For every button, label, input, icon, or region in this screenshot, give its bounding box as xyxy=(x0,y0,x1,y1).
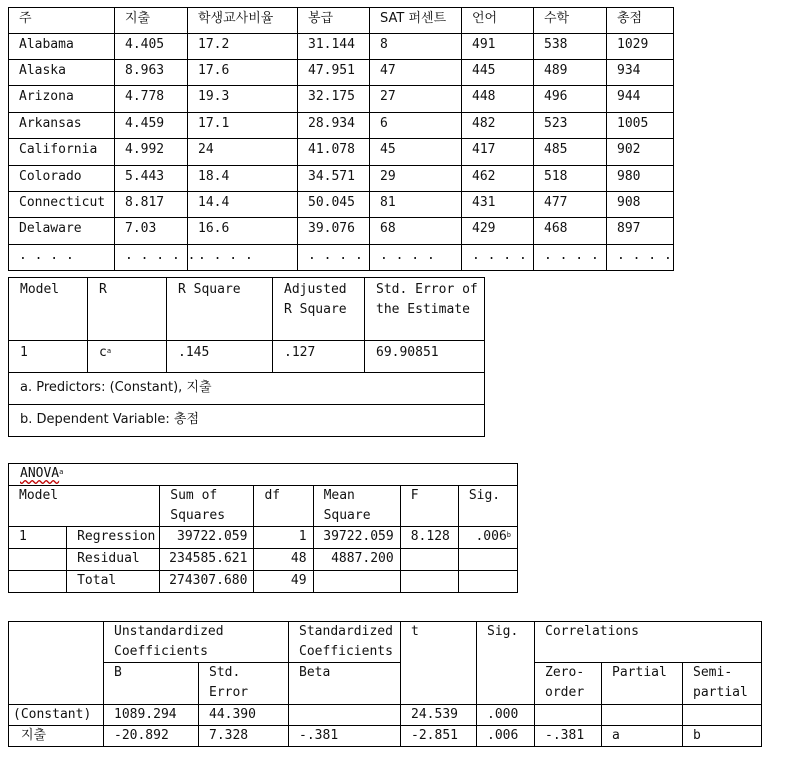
cell: 1029 xyxy=(607,34,674,60)
header-cell: Sig. xyxy=(458,486,517,527)
header-cell: 봉급 xyxy=(298,8,370,34)
cell: 6 xyxy=(370,112,462,138)
cell: 1005 xyxy=(607,112,674,138)
header-cell: 지출 xyxy=(115,8,188,34)
cell: 7.328 xyxy=(199,726,289,747)
table-header-row xyxy=(9,8,674,34)
header-line: Semi- xyxy=(693,665,733,680)
cell: 4.992 xyxy=(115,139,188,165)
cell xyxy=(160,549,254,571)
state-name-cell: California xyxy=(9,139,115,165)
header-cell: 언어 xyxy=(462,8,534,34)
header-cell: 수학 xyxy=(534,8,607,34)
table-row xyxy=(9,549,518,571)
header-cell: B xyxy=(104,663,199,705)
footnote-row xyxy=(9,405,485,437)
table-row xyxy=(9,191,674,217)
cell xyxy=(313,571,400,593)
cell xyxy=(160,527,254,549)
coefficients-table xyxy=(8,621,762,747)
header-cell xyxy=(104,622,289,663)
footnote-row xyxy=(9,373,485,405)
cell: 14.4 xyxy=(188,191,298,217)
cell: 24.539 xyxy=(401,705,477,726)
cell: 1089.294 xyxy=(104,705,199,726)
cell: . . . . . xyxy=(115,244,188,270)
header-cell: 총점 xyxy=(607,8,674,34)
cell: 4.459 xyxy=(115,112,188,138)
cell xyxy=(9,571,67,593)
cell: 41.078 xyxy=(298,139,370,165)
cell: 496 xyxy=(534,86,607,112)
cell: 902 xyxy=(607,139,674,165)
header-line: Coefficients xyxy=(299,644,393,659)
cell xyxy=(683,705,762,726)
cell: 28.934 xyxy=(298,112,370,138)
cell xyxy=(602,705,683,726)
cell: 47 xyxy=(370,60,462,86)
header-cell xyxy=(9,622,104,705)
cell-value: 1 xyxy=(19,529,27,544)
cell: 45 xyxy=(370,139,462,165)
row-label: (Constant) xyxy=(9,705,104,726)
cell: 16.6 xyxy=(188,218,298,244)
header-cell: 학생교사비율 xyxy=(188,8,298,34)
cell xyxy=(400,571,458,593)
header-cell: Partial xyxy=(602,663,683,705)
cell xyxy=(400,549,458,571)
header-line: Error xyxy=(209,685,249,700)
cell: 69.90851 xyxy=(365,341,485,373)
header-line: Square xyxy=(323,508,371,523)
cell: -.381 xyxy=(535,726,602,747)
cell: 44.390 xyxy=(199,705,289,726)
header-line: order xyxy=(545,685,585,700)
cell xyxy=(88,341,167,373)
table-row xyxy=(9,244,674,270)
cell xyxy=(535,705,602,726)
header-cell: F xyxy=(400,486,458,527)
cell: 32.175 xyxy=(298,86,370,112)
cell: 417 xyxy=(462,139,534,165)
cell-value: 4887.200 xyxy=(331,551,394,566)
cell xyxy=(458,549,517,571)
cell-value: 48 xyxy=(290,551,307,566)
header-line: Sum of xyxy=(170,488,218,503)
cell: .006 xyxy=(477,726,535,747)
state-name-cell: . . . . xyxy=(9,244,115,270)
footnote-marker: a xyxy=(59,468,64,476)
cell: 18.4 xyxy=(188,165,298,191)
source-cell xyxy=(67,571,160,593)
cell xyxy=(9,549,67,571)
cell: 5.443 xyxy=(115,165,188,191)
header-line: Mean xyxy=(323,488,355,503)
header-cell xyxy=(160,486,254,527)
cell: 980 xyxy=(607,165,674,191)
footnote-marker: a xyxy=(106,347,112,355)
table-row xyxy=(9,705,762,726)
cell: 39.076 xyxy=(298,218,370,244)
row-label: 지출 xyxy=(9,726,104,747)
cell xyxy=(400,527,458,549)
table-row xyxy=(9,86,674,112)
cell: 477 xyxy=(534,191,607,217)
header-cell xyxy=(199,663,289,705)
cell: 518 xyxy=(534,165,607,191)
cell xyxy=(458,527,517,549)
header-line: Zero- xyxy=(545,665,585,680)
cell: .000 xyxy=(477,705,535,726)
cell: 24 xyxy=(188,139,298,165)
cell: -20.892 xyxy=(104,726,199,747)
cell xyxy=(254,527,313,549)
header-cell: t xyxy=(401,622,477,705)
table-row xyxy=(9,571,518,593)
model-summary-table xyxy=(8,277,485,437)
cell: 431 xyxy=(462,191,534,217)
state-name-cell: Connecticut xyxy=(9,191,115,217)
header-cell: 주 xyxy=(9,8,115,34)
anova-title-text: ANOVA xyxy=(20,466,60,481)
header-line: Adjusted xyxy=(284,282,347,297)
cell: 34.571 xyxy=(298,165,370,191)
cell xyxy=(254,549,313,571)
cell: 17.6 xyxy=(188,60,298,86)
cell: 1 xyxy=(9,341,88,373)
cell xyxy=(289,705,401,726)
anova-title-row xyxy=(9,464,518,486)
table-row xyxy=(9,726,762,747)
cell: 8.963 xyxy=(115,60,188,86)
header-cell: df xyxy=(254,486,313,527)
anova-table xyxy=(8,463,518,593)
cell: 29 xyxy=(370,165,462,191)
cell xyxy=(160,571,254,593)
table-row xyxy=(9,527,518,549)
cell: 17.2 xyxy=(188,34,298,60)
cell: . . . . xyxy=(298,244,370,270)
header-line: R Square xyxy=(284,302,347,317)
table-subheader-row xyxy=(9,663,762,705)
cell-value: 1 xyxy=(298,529,307,544)
cell-value: 8.128 xyxy=(410,529,450,544)
header-cell xyxy=(683,663,762,705)
cell-value: 49 xyxy=(290,573,307,588)
cell: 489 xyxy=(534,60,607,86)
table-row xyxy=(9,341,485,373)
cell: . . . . xyxy=(534,244,607,270)
header-cell: Correlations xyxy=(535,622,762,663)
cell: -.381 xyxy=(289,726,401,747)
cell: 429 xyxy=(462,218,534,244)
cell: 491 xyxy=(462,34,534,60)
cell: -2.851 xyxy=(401,726,477,747)
cell: 8 xyxy=(370,34,462,60)
table-header-row xyxy=(9,622,762,663)
header-line: the Estimate xyxy=(376,302,470,317)
cell: 50.045 xyxy=(298,191,370,217)
header-cell xyxy=(313,486,400,527)
state-name-cell: Alabama xyxy=(9,34,115,60)
table-header-row xyxy=(9,278,485,341)
table-row xyxy=(9,34,674,60)
cell: 448 xyxy=(462,86,534,112)
cell-value: Regression xyxy=(77,529,156,544)
cell: 523 xyxy=(534,112,607,138)
cell: . . . . xyxy=(188,244,298,270)
table-row xyxy=(9,112,674,138)
header-line: Coefficients xyxy=(114,644,208,659)
cell: 8.817 xyxy=(115,191,188,217)
cell: a xyxy=(602,726,683,747)
cell xyxy=(313,549,400,571)
header-cell: R Square xyxy=(167,278,273,341)
header-cell: Beta xyxy=(289,663,401,705)
header-line: Squares xyxy=(170,508,226,523)
state-data-table xyxy=(8,7,674,271)
cell: .127 xyxy=(273,341,365,373)
cell xyxy=(313,527,400,549)
cell: 68 xyxy=(370,218,462,244)
cell xyxy=(458,571,517,593)
cell xyxy=(254,571,313,593)
header-line: Unstandardized xyxy=(114,624,224,639)
header-line: Standardized xyxy=(299,624,393,639)
cell xyxy=(9,527,67,549)
header-cell xyxy=(365,278,485,341)
cell: 31.144 xyxy=(298,34,370,60)
cell: 538 xyxy=(534,34,607,60)
cell-value: .006 xyxy=(475,529,507,544)
table-row xyxy=(9,218,674,244)
state-name-cell: Arkansas xyxy=(9,112,115,138)
cell: 468 xyxy=(534,218,607,244)
cell-value: 39722.059 xyxy=(177,529,248,544)
cell: 934 xyxy=(607,60,674,86)
header-line: partial xyxy=(693,685,748,700)
header-cell xyxy=(273,278,365,341)
state-data-body xyxy=(9,34,674,271)
cell: 908 xyxy=(607,191,674,217)
table-row xyxy=(9,60,674,86)
state-name-cell: Alaska xyxy=(9,60,115,86)
cell: 482 xyxy=(462,112,534,138)
cell: 7.03 xyxy=(115,218,188,244)
header-cell: Sig. xyxy=(477,622,535,705)
cell: 17.1 xyxy=(188,112,298,138)
cell-value: 234585.621 xyxy=(169,551,248,566)
cell-value: Total xyxy=(77,573,117,588)
anova-body xyxy=(9,527,518,593)
cell: 4.405 xyxy=(115,34,188,60)
footnote-a: a. Predictors: (Constant), 지출 xyxy=(9,373,485,405)
state-name-cell: Delaware xyxy=(9,218,115,244)
state-name-cell: Colorado xyxy=(9,165,115,191)
cell: 19.3 xyxy=(188,86,298,112)
cell-value: 274307.680 xyxy=(169,573,248,588)
cell: 897 xyxy=(607,218,674,244)
header-line: Std. xyxy=(209,665,241,680)
source-cell xyxy=(67,549,160,571)
cell: 462 xyxy=(462,165,534,191)
table-header-row xyxy=(9,486,518,527)
cell: b xyxy=(683,726,762,747)
cell: 81 xyxy=(370,191,462,217)
header-cell xyxy=(535,663,602,705)
cell: 485 xyxy=(534,139,607,165)
cell-value: 39722.059 xyxy=(323,529,394,544)
header-cell: R xyxy=(88,278,167,341)
header-cell: Model xyxy=(9,486,160,527)
state-name-cell: Arizona xyxy=(9,86,115,112)
cell: 47.951 xyxy=(298,60,370,86)
cell: .145 xyxy=(167,341,273,373)
anova-title xyxy=(9,464,518,486)
r-value: c xyxy=(99,345,107,360)
header-cell xyxy=(289,622,401,663)
cell: 27 xyxy=(370,86,462,112)
header-cell: SAT 퍼센트 xyxy=(370,8,462,34)
table-row xyxy=(9,139,674,165)
cell: . . . . xyxy=(607,244,674,270)
source-cell xyxy=(67,527,160,549)
cell: 445 xyxy=(462,60,534,86)
cell: . . . . xyxy=(370,244,462,270)
cell: 944 xyxy=(607,86,674,112)
cell: . . . . xyxy=(462,244,534,270)
cell-value: Residual xyxy=(77,551,140,566)
footnote-marker: b xyxy=(506,531,511,539)
table-row xyxy=(9,165,674,191)
header-cell: Model xyxy=(9,278,88,341)
footnote-b: b. Dependent Variable: 총점 xyxy=(9,405,485,437)
header-line: Std. Error of xyxy=(376,282,478,297)
cell: 4.778 xyxy=(115,86,188,112)
